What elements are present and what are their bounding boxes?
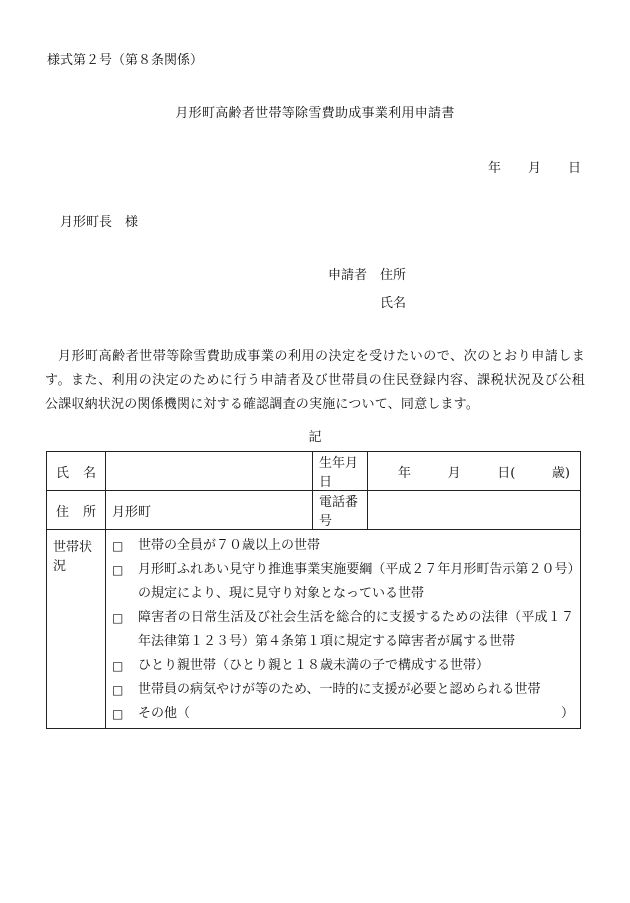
checkbox-icon[interactable]: □ (112, 563, 124, 577)
name-label-char-1: 氏 (56, 465, 70, 481)
checkbox-icon[interactable]: □ (112, 683, 124, 697)
birth-label-cell (313, 452, 368, 491)
status-option-label: ひとり親世帯（ひとり親と１８歳未満の子で構成する世帯） (138, 658, 490, 673)
phone-label: 電話番号 (319, 495, 359, 529)
checkbox-icon[interactable]: □ (112, 707, 124, 721)
status-option[interactable] (112, 534, 574, 558)
status-option-other-label (138, 702, 574, 726)
other-close: ） (560, 706, 574, 721)
address-label-char-1: 住 (56, 504, 70, 520)
checkbox-icon[interactable]: □ (112, 659, 124, 673)
addressee: 月形町長 様 (60, 215, 139, 230)
other-open: その他（ (138, 706, 191, 721)
status-option[interactable] (112, 606, 574, 654)
date-month: 月 (528, 161, 542, 176)
status-option[interactable] (112, 558, 574, 606)
status-option-label: 障害者の日常生活及び社会生活を総合的に支援するための法律（平成１７年法律第１２３号）第４条第１項に規定する障害者が属する世帯 (138, 610, 574, 649)
status-option[interactable] (112, 678, 574, 702)
name-value-cell[interactable] (106, 452, 313, 491)
address-value-cell[interactable] (106, 491, 313, 530)
date-year: 年 (488, 161, 502, 176)
birth-month: 月 (447, 465, 461, 481)
birth-value-cell[interactable] (368, 452, 581, 491)
status-option-other[interactable] (112, 702, 574, 726)
checkbox-icon[interactable]: □ (112, 539, 124, 553)
status-options-cell (106, 530, 581, 729)
address-label-char-2: 所 (82, 504, 96, 520)
status-label-cell (47, 530, 106, 729)
document-title: 月形町高齢者世帯等除雪費助成事業利用申請書 (175, 106, 455, 121)
phone-value-cell[interactable] (368, 491, 581, 530)
birth-year: 年 (398, 465, 412, 481)
birth-label: 生年月日 (319, 456, 359, 490)
applicant-label: 申請者 (328, 268, 368, 283)
birth-day: 日( (497, 465, 516, 481)
status-option-label: 世帯員の病気やけが等のため、一時的に支援が必要と認められる世帯 (138, 682, 541, 697)
status-option[interactable] (112, 654, 574, 678)
row-status (47, 530, 581, 729)
row-name (47, 452, 581, 491)
row-address (47, 491, 581, 530)
date-day: 日 (568, 161, 582, 176)
birth-age: 歳) (551, 465, 570, 481)
address-label-cell (47, 491, 106, 530)
body-paragraph: 月形町高齢者世帯等除雪費助成事業の利用の決定を受けたいので、次のとおり申請します。また、利用の決定のために行う申請者及び世帯員の住民登録内容、課税状況及び公租公課収納状況の関係機関に対する確認調査の実施について、同意します。 (45, 349, 585, 412)
applicant-name-label: 氏名 (380, 296, 407, 311)
applicant-address-label: 住所 (380, 268, 407, 283)
status-option-label: 世帯の全員が７０歳以上の世帯 (138, 538, 321, 553)
checkbox-icon[interactable]: □ (112, 611, 124, 625)
ki-heading: 記 (308, 430, 322, 445)
status-options-list (112, 534, 574, 726)
form-number: 様式第２号（第８条関係） (47, 53, 204, 68)
name-label-cell (47, 452, 106, 491)
status-option-label: 月形町ふれあい見守り推進事業実施要綱（平成２７年月形町告示第２０号）の規定により、現に見守り対象となっている世帯 (138, 562, 574, 601)
address-value: 月形町 (112, 504, 152, 520)
status-label: 世帯状況 (53, 540, 93, 574)
phone-label-cell (313, 491, 368, 530)
name-label-char-2: 名 (82, 465, 96, 481)
application-table (46, 451, 581, 729)
